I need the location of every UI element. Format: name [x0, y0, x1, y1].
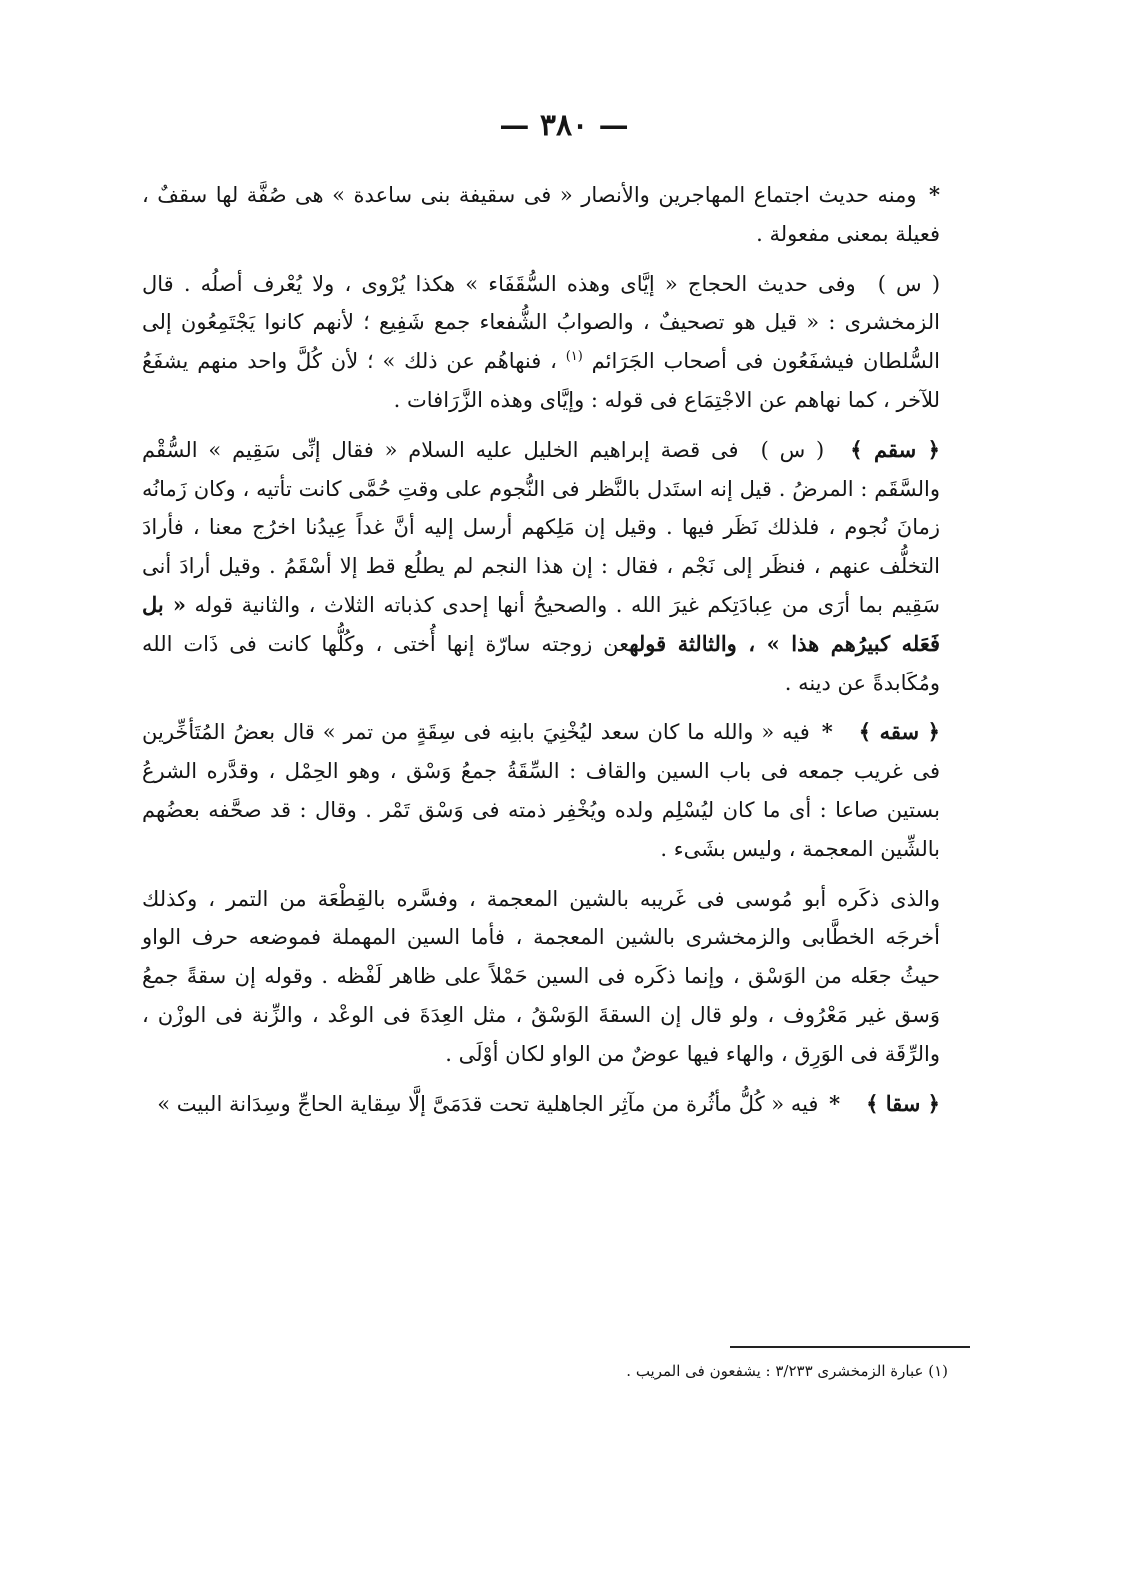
paragraph-suqafa: [142, 265, 940, 420]
entry-headword: ﴿ سقا ﴾: [866, 1090, 940, 1116]
page-body: [142, 176, 940, 1123]
paragraph-text: فيه « كُلُّ مأثُرة من مآثِر الجاهلية تحت قدَمَىَّ إلَّا سِقاية الحاجِّ وسِدَانة البيت »: [157, 1091, 819, 1116]
footnote-divider: [730, 1346, 970, 1348]
entry-asterisk: *: [829, 1090, 841, 1116]
paragraph-text: وفى حديث الحجاج « إيَّاى وهذه السُّقَفَاء » هكذا يُرْوى ، ولا يُعْرف أصلُه . قال الزمخشرى : « قيل هو تصحيفٌ ، والصوابُ الشُّفعاء جمع شَفِيع ؛ لأنهم كانوا يَجْتَمِعُون إلى السُّلطان فيشفَعُون فى أصحاب الجَرَائم: [142, 271, 940, 374]
paragraph-text-bold: « بل فَعَله كبيرُهم هذا » ، والثالثة قوله: [142, 591, 940, 656]
entry-saqam: [142, 431, 940, 703]
paragraph-text: والذى ذكَره أبو مُوسى فى غَريبه بالشين المعجمة ، وفسَّره بالقِطْعَة من التمر ، وكذلك أخرجَه الخطَّابى والزمخشرى بالشين المعجمة ، فأما السين المهملة فموضعه حرف الواو حيثُ جعَله من الوَسْق ، وإنما ذكَره فى السين حَمْلاً على ظاهر لَفْظه . وقوله إن سقةً جمعُ وَسق غير مَعْرُوف ، ولو قال إن السقةَ الوَسْقُ ، مثل العِدَةَ فى الوعْد ، والزِّنة فى الوزْن ، والرِّقَة فى الوَرِق ، والهاء فيها عوضٌ من الواو لكان أوْلَى .: [142, 886, 940, 1066]
paragraph-text-continued: ، فنهاهُم عن ذلك » ؛ لأن كُلَّ واحد منهم يشفَعُ للآخر ، كما نهاهم عن الاجْتِمَاع فى قوله : وإيَّاى وهذه الزَّرَافات .: [142, 349, 940, 412]
entry-asterisk: *: [821, 719, 833, 745]
paragraph-abu-musa: [142, 880, 940, 1074]
paragraph-text: ومنه حديث اجتماع المهاجرين والأنصار « فى سقيفة بنى ساعدة » هى صُفَّة لها سقفٌ ، فعيلة بمعنى مفعولة .: [142, 183, 940, 246]
footnote-reference: (١): [565, 349, 583, 365]
paragraph-text: فيه « والله ما كان سعد ليُخْنِيَ بابنِه فى سِقَةٍ من تمر » قال بعضُ المُتَأخِّرين فى غريب جمعه فى باب السين والقاف : السِّقَةُ جمعُ وَسْق ، وهو الحِمْل ، وقدَّره الشرعُ بستين صاعا : أى ما كان ليُسْلِم ولده ويُخْفِر ذمته فى وَسْق تَمْر . وقال : قد صحَّفه بعضُهم بالشِّين المعجمة ، وليس بشَىء .: [142, 720, 940, 861]
entry-headword: ﴿ سقه ﴾: [858, 719, 940, 745]
entry-saqa: [142, 1085, 940, 1124]
footnote: (١) عبارة الزمخشرى ٣/٢٣٣ : يشفعون فى المريب .: [626, 1362, 948, 1380]
paragraph-text: فى قصة إبراهيم الخليل عليه السلام « فقال إنِّى سَقِيم » السُّقْم والسَّقَم : المرضُ . قيل إنه استَدل بالنَّظر فى النُّجوم على وقتِ حُمَّى كانت تأتيه ، وكان زَمانُه زمانَ نُجوم ، فلذلك نَظَر فيها . وقيل إن مَلِكهم أرسل إليه أنَّ غداً عِيدُنا اخرُج معنا ، فأرادَ التخلُّف عنهم ، فنظَر إلى نَجْم ، فقال : إن هذا النجم لم يطلُع قط إلا أسْقَمُ . وقيل أرادَ أنى سَقِيم بما أرَى من عِبادَتِكم غيرَ الله . والصحيحُ أنها إحدى كذباته الثلاث ، والثانية قوله: [142, 437, 940, 617]
paragraph-saqifa: [142, 176, 940, 254]
source-code: ( س ): [760, 437, 825, 462]
entry-saqah: [142, 713, 940, 868]
source-code: ( س ): [877, 271, 941, 296]
entry-asterisk: *: [929, 182, 940, 207]
page-number: — ٣٨٠ —: [499, 108, 629, 143]
paragraph-text-continued: عن زوجته سارّة إنها أُختى ، وكُلُّها كانت فى ذَات الله ومُكَابدةً عن دينه .: [142, 631, 940, 695]
entry-headword: ﴿ سقم ﴾: [850, 436, 940, 462]
